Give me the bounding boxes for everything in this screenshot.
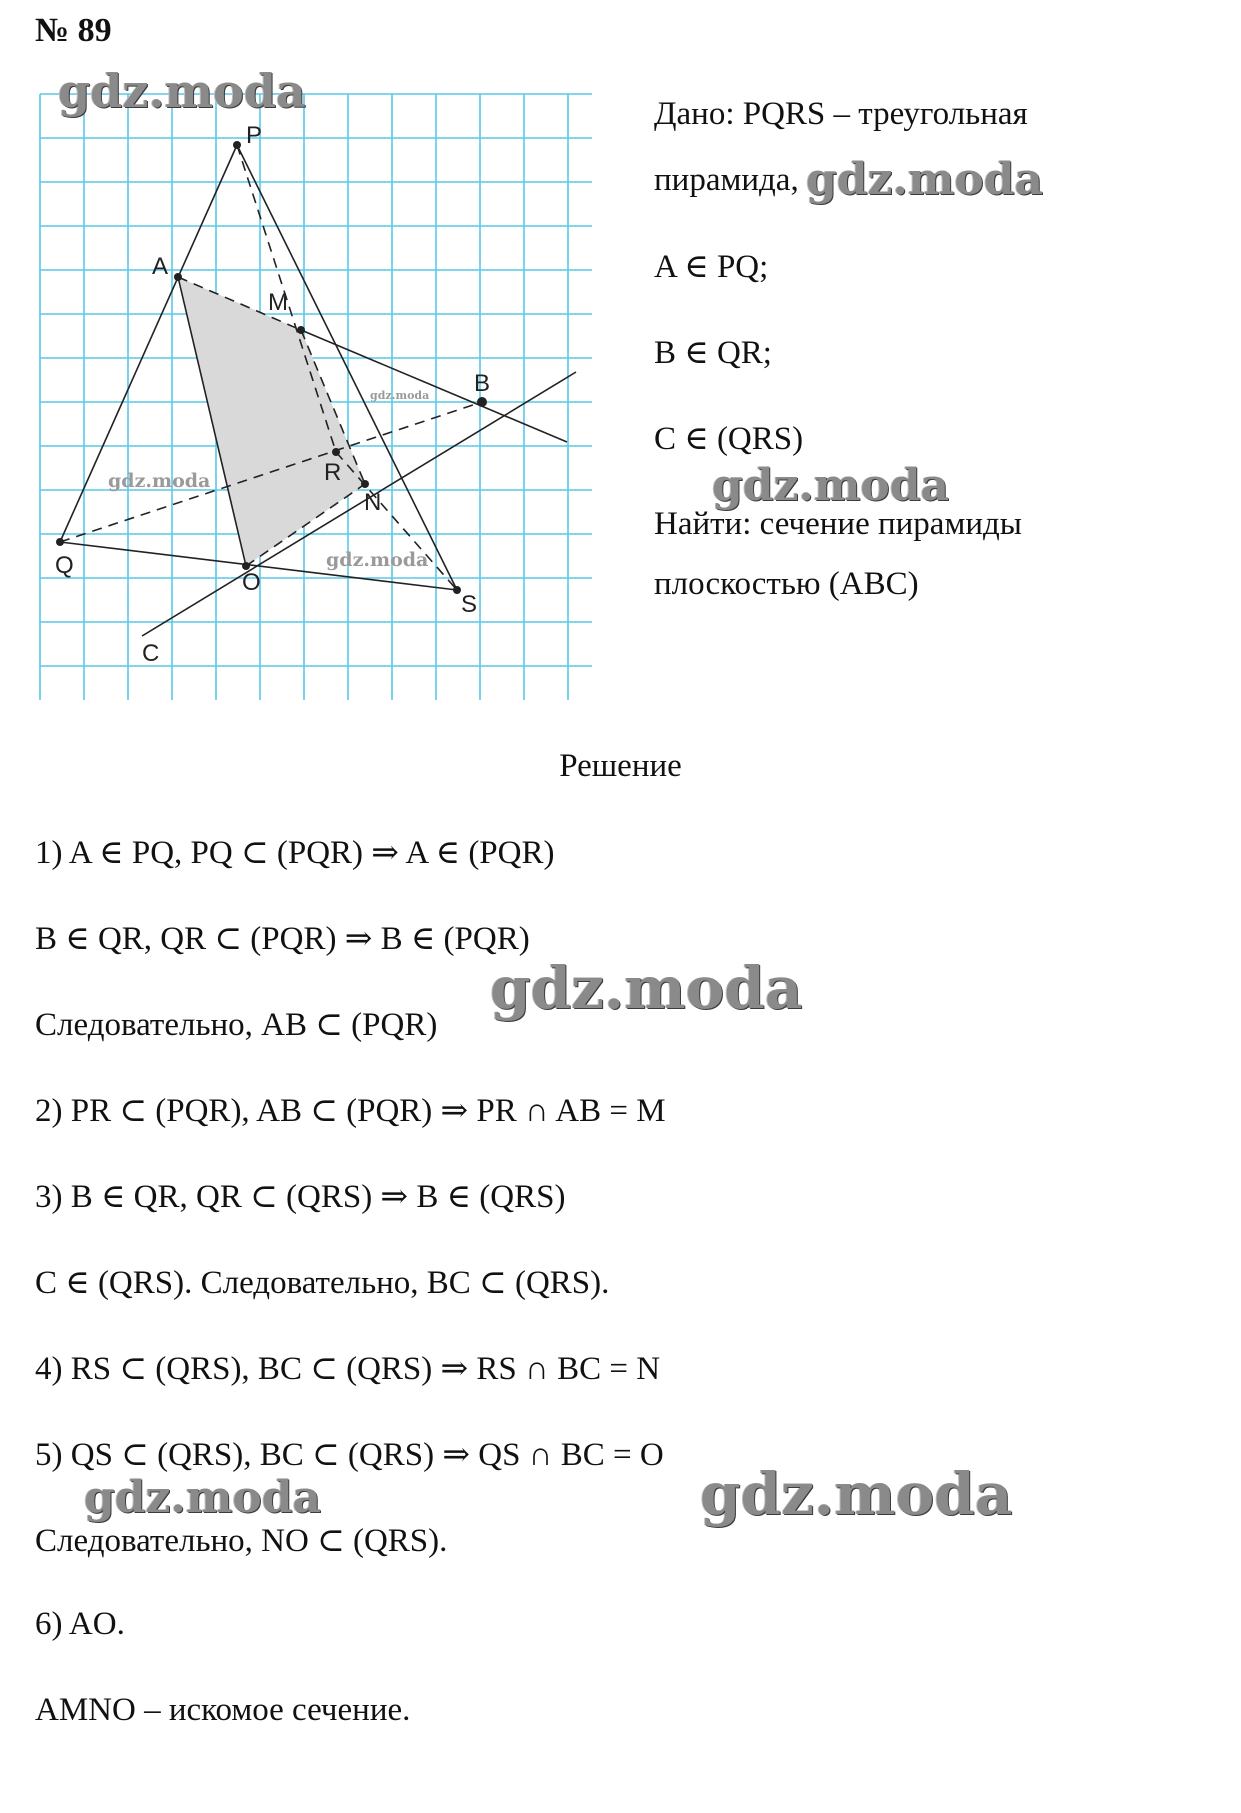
given-line-6: Найти: сечение пирамиды [654,506,1022,542]
solution-step-11: AMNO – искомое сечение. [35,1692,411,1728]
label-b: B [474,370,491,397]
solution-heading: Решение [559,748,682,784]
solution-step-5: 3) B ∈ QR, QR ⊂ (QRS) ⇒ B ∈ (QRS) [35,1179,566,1215]
watermark-bottom-right: gdz.moda [700,1460,1013,1528]
solution-step-7: 4) RS ⊂ (QRS), BC ⊂ (QRS) ⇒ RS ∩ BC = N [35,1351,661,1387]
given-line-1: Дано: PQRS – треугольная [654,96,1028,132]
label-q: Q [55,552,74,579]
solution-step-10: 6) AO. [35,1606,125,1642]
solution-step-3: Следовательно, AB ⊂ (PQR) [35,1007,438,1043]
label-n: N [364,489,382,516]
watermark-given: gdz.moda [806,154,1044,205]
solution-step-6: C ∈ (QRS). Следовательно, BC ⊂ (QRS). [35,1265,610,1301]
problem-number: № 89 [35,12,112,49]
label-p: P [246,122,263,149]
solution-step-2: B ∈ QR, QR ⊂ (PQR) ⇒ B ∈ (PQR) [35,921,530,957]
solution-step-9: Следовательно, NO ⊂ (QRS). [35,1523,448,1559]
given-line-3: A ∈ PQ; [654,249,769,285]
label-s: S [461,591,478,618]
label-r: R [324,459,342,486]
label-a: A [152,253,169,280]
watermark-given-2: gdz.moda [712,460,950,511]
given-line-5: C ∈ (QRS) [654,421,804,457]
given-line-7: плоскостью (ABC) [654,566,919,602]
watermark-figure-left: gdz.moda [108,470,211,492]
watermark-figure-tiny: gdz.moda [370,389,430,402]
label-m: M [268,289,288,316]
label-o: O [242,569,261,596]
watermark-figure-bottom: gdz.moda [326,549,429,571]
watermark-solution-center: gdz.moda [490,954,803,1022]
solution-step-1: 1) A ∈ PQ, PQ ⊂ (PQR) ⇒ A ∈ (PQR) [35,835,555,871]
section-polygon [178,277,365,566]
given-line-4: B ∈ QR; [654,335,772,371]
watermark-top-left: gdz.moda [58,64,306,118]
solution-step-8: 5) QS ⊂ (QRS), BC ⊂ (QRS) ⇒ QS ∩ BC = O [35,1437,664,1473]
given-line-2: пирамида, [654,162,799,198]
label-c: C [142,640,160,667]
watermark-bottom-left: gdz.moda [84,1472,322,1523]
solution-step-4: 2) PR ⊂ (PQR), AB ⊂ (PQR) ⇒ PR ∩ AB = M [35,1093,666,1129]
